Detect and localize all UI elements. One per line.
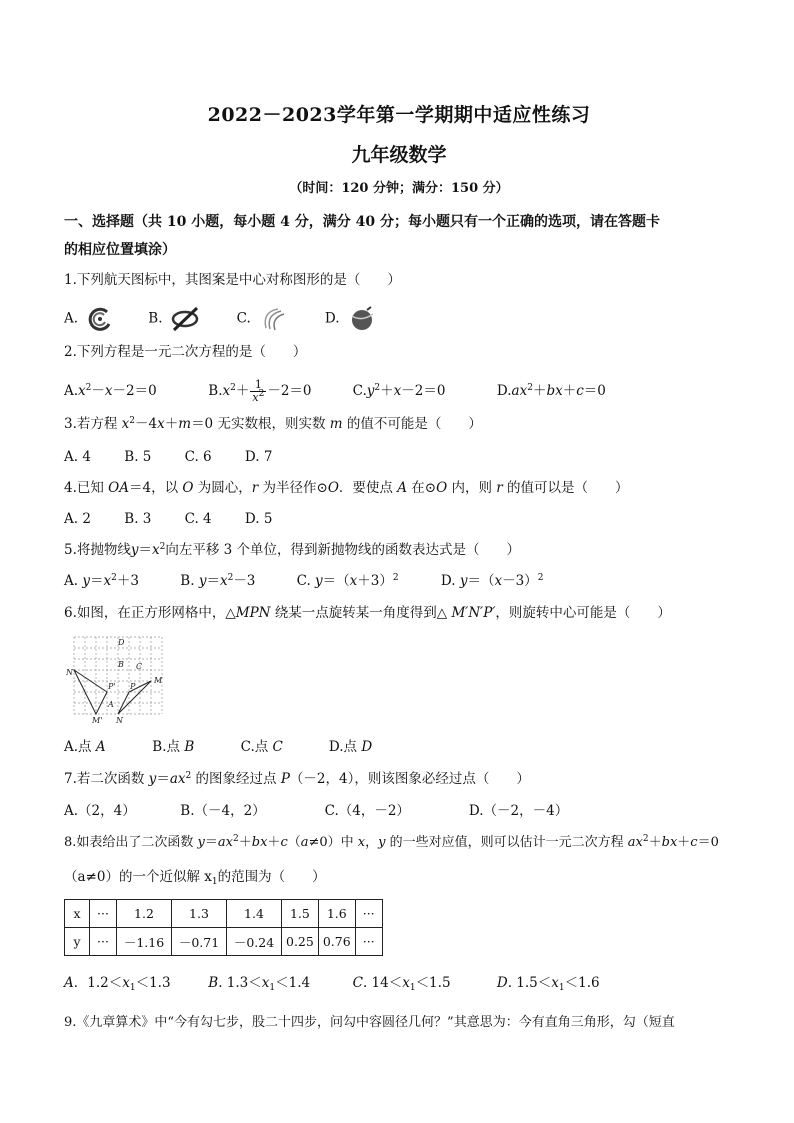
planet-icon [347, 306, 377, 332]
section-heading-line2: 的相应位置填涂） [64, 242, 176, 258]
question-6: 6.如图，在正方形网格中，△MPN 绕某一点旋转某一角度得到△ M′N′P′，则旋转中心可能是（ ） [64, 605, 671, 621]
fig-label-n: N [116, 716, 123, 725]
value-table [64, 899, 383, 956]
q3-option-b: B. 5 [124, 449, 152, 465]
table-cell: ··· [90, 928, 117, 956]
q5-option-b: B. $y=x^2-3$ [180, 573, 256, 589]
q1-option-d: D. [325, 306, 409, 332]
q7-option-b: B.（－4，2） [180, 803, 266, 819]
q4-option-c: C. 4 [184, 511, 212, 527]
table-cell: 1.6 [318, 900, 355, 928]
fig-label-d: D [118, 638, 125, 647]
section-heading [64, 208, 734, 264]
q7-option-a: A.（2，4） [64, 803, 136, 819]
table-cell: ··· [90, 900, 117, 928]
fig-label-p-prime: P' [108, 682, 116, 691]
q2-option-b: $B.x^2+$ $\frac{1}{x^2}$ －2＝0 [208, 378, 312, 404]
question-5-options [64, 571, 543, 591]
q7-option-d: D.（－2，－4） [468, 803, 569, 819]
question-4-options [64, 509, 272, 529]
question-4: 4.已知 OA＝4，以 O 为圆心，r 为半径作⊙O．要使点 A 在⊙O 内，则 r 的值可以是（ ） [64, 480, 629, 496]
question-1: 1.下列航天图标中，其图案是中心对称图形的是（ ） [64, 272, 401, 288]
q5-option-c: C. $y=(x+3)^2$ [296, 573, 399, 589]
table-cell: y [65, 928, 90, 956]
table-cell: x [65, 900, 90, 928]
table-cell: －1.16 [117, 928, 172, 956]
question-8: 8.如表给出了二次函数 $y=ax^2+bx+c(a\ne 0)$中 x，y 的一些对应值，则可以估计一元二次方程 $ax^2+bx+c=0$ [64, 834, 719, 850]
fig-label-c: C [136, 662, 143, 671]
q6-option-c: C.点 C [240, 739, 283, 755]
swoosh-icon [258, 306, 288, 332]
q1-option-c: C. [237, 306, 321, 332]
question-5: 5.将抛物线$y=x^2$向左平移 3 个单位，得到新抛物线的函数表达式是（ ） [64, 542, 521, 558]
q2-option-d: $D.ax^2+bx+c=0$ [496, 383, 606, 399]
table-cell: ··· [355, 928, 382, 956]
q2-option-a: $A.x^2-x-2=0$ [64, 383, 157, 399]
table-cell: 0.76 [318, 928, 355, 956]
question-1-options [64, 306, 409, 332]
q8-option-a: A．$1.2<x_1<1.3$ [64, 975, 171, 993]
fig-label-a: A [108, 700, 114, 709]
q4-option-a: A. 2 [64, 511, 91, 527]
question-7: 7.若二次函数 $y=ax^2$ 的图象经过点 P（－2，4），则该图象必经过点（ ） [64, 771, 530, 787]
slashed-ring-icon [170, 306, 200, 332]
q8-option-d: D. $1.5<x_1<1.6$ [496, 975, 600, 993]
question-2: 2.下列方程是一元二次方程的是（ ） [64, 344, 307, 360]
page-subtitle: 九年级数学 [351, 144, 447, 166]
table-cell: 1.3 [172, 900, 227, 928]
fig-label-m: M [154, 676, 163, 685]
swirl-c-icon [85, 306, 115, 332]
rotation-grid-figure [66, 633, 166, 725]
table-cell: 0.25 [282, 928, 319, 956]
q5-option-d: D. $y=(x-3)^2$ [440, 573, 544, 589]
question-8-line2: （a≠0）的一个近似解 $x_1$的范围为（ ） [64, 869, 326, 887]
table-cell: －0.24 [227, 928, 282, 956]
q6-option-b: B.点 B [152, 739, 195, 755]
fig-label-m-prime: M' [92, 716, 103, 725]
question-9: 9.《九章算术》中“今有勾七步，股二十四步，问勾中容圆径几何？”其意思为：今有直角三角形，勾（短直 [64, 1015, 675, 1030]
question-7-options [64, 801, 568, 821]
fig-label-p: P [130, 682, 136, 691]
question-3-options [64, 447, 272, 467]
q3-option-c: C. 6 [184, 449, 212, 465]
section-heading-line1: 一、选择题（共 10 小题，每小题 4 分，满分 40 分；每小题只有一个正确的选项，请在答题卡 [64, 214, 660, 230]
q8-option-c: C. $14<x_1<1.5$ [352, 975, 451, 993]
table-cell: ··· [355, 900, 382, 928]
q4-option-b: B. 3 [124, 511, 152, 527]
table-cell: 1.2 [117, 900, 172, 928]
q6-option-d: D.点 D [328, 739, 373, 755]
fraction: $\frac{1}{x^2}$ [252, 378, 265, 404]
q3-option-d: D. 7 [244, 449, 273, 465]
question-6-options [64, 737, 372, 757]
table-row [65, 900, 383, 928]
q6-option-a: A.点 A [64, 739, 106, 755]
q2-option-c: $C.y^2+x-2=0$ [352, 383, 446, 399]
q4-option-d: D. 5 [244, 511, 273, 527]
q3-option-a: A. 4 [64, 449, 91, 465]
q7-option-c: C.（4，－2） [324, 803, 410, 819]
table-row [65, 928, 383, 956]
time-note: （时间：120 分钟；满分：150 分） [289, 181, 509, 196]
table-cell: －0.71 [172, 928, 227, 956]
q5-option-a: A. $y=x^2+3$ [64, 573, 139, 589]
question-3: 3.若方程 $x^2-4x+m=0$ 无实数根，则实数 m 的值不可能是（ ） [64, 416, 482, 432]
fig-label-b: B [118, 660, 124, 669]
table-cell: 1.5 [282, 900, 319, 928]
q1-option-b: B. [148, 306, 232, 332]
table-cell: 1.4 [227, 900, 282, 928]
page-title: 2022－2023学年第一学期期中适应性练习 [207, 104, 591, 126]
question-2-options [64, 379, 606, 404]
fig-label-n-prime: N' [66, 668, 76, 677]
q8-option-b: B. $1.3<x_1<1.4$ [208, 975, 311, 993]
q1-option-a: A. [64, 306, 144, 332]
question-8-options [64, 973, 600, 993]
